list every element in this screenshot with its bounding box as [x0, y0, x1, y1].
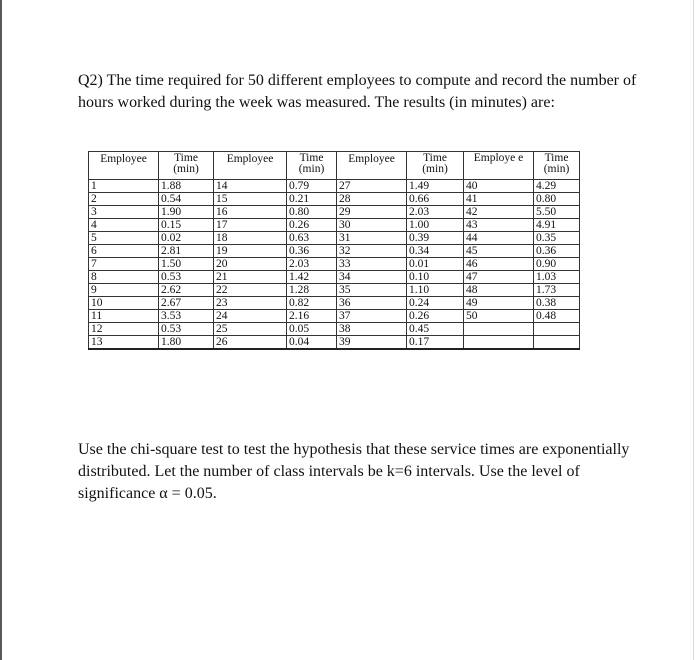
time-cell: 1.50: [159, 258, 214, 271]
employee-number-cell: 25: [214, 323, 287, 336]
time-cell: 2.03: [287, 258, 337, 271]
employee-number-cell: 6: [89, 245, 159, 258]
employee-number-cell: 4: [89, 219, 159, 232]
header-employee: Employee: [214, 152, 287, 180]
time-cell: 1.00: [407, 219, 464, 232]
time-cell: 2.03: [407, 206, 464, 219]
employee-number-cell: 8: [89, 271, 159, 284]
table-row: [89, 336, 580, 350]
employee-number-cell: 14: [214, 180, 287, 193]
employee-number-cell: 44: [464, 232, 534, 245]
time-cell: 4.91: [534, 219, 580, 232]
employee-number-cell: 40: [464, 180, 534, 193]
time-cell: 1.28: [287, 284, 337, 297]
employee-number-cell: 46: [464, 258, 534, 271]
employee-number-cell: 38: [337, 323, 407, 336]
time-cell: 0.45: [407, 323, 464, 336]
employee-number-cell: 39: [337, 336, 407, 350]
employee-number-cell: 45: [464, 245, 534, 258]
employee-number-cell: 37: [337, 310, 407, 323]
employee-number-cell: 11: [89, 310, 159, 323]
time-cell: 0.35: [534, 232, 580, 245]
table-row: [89, 271, 580, 284]
left-border: [0, 0, 2, 660]
time-cell: 0.10: [407, 271, 464, 284]
time-cell: 1.88: [159, 180, 214, 193]
employee-number-cell: 41: [464, 193, 534, 206]
time-cell: 3.53: [159, 310, 214, 323]
header-time: Time (min): [534, 152, 580, 180]
time-cell: 0.90: [534, 258, 580, 271]
employee-number-cell: 5: [89, 232, 159, 245]
table-row: [89, 206, 580, 219]
instructions-text: Use the chi-square test to test the hypothesis that these service times are exponentially distributed. Let the number of class intervals be k=6 intervals. Use the level of significance α = 0.05.: [78, 441, 630, 502]
table-row: [89, 219, 580, 232]
employee-number-cell: 24: [214, 310, 287, 323]
employee-number-cell: 9: [89, 284, 159, 297]
header-time: Time (min): [407, 152, 464, 180]
time-cell: 0.80: [287, 206, 337, 219]
table-row: [89, 323, 580, 336]
table-row: [89, 258, 580, 271]
employee-number-cell: 32: [337, 245, 407, 258]
employee-number-cell: 19: [214, 245, 287, 258]
employee-number-cell: 16: [214, 206, 287, 219]
time-cell: 0.02: [159, 232, 214, 245]
table-row: [89, 180, 580, 193]
time-cell: 1.10: [407, 284, 464, 297]
table-row: [89, 297, 580, 310]
time-cell: 0.80: [534, 193, 580, 206]
employee-number-cell: 36: [337, 297, 407, 310]
employee-number-cell: 49: [464, 297, 534, 310]
time-cell: 2.16: [287, 310, 337, 323]
employee-number-cell: 23: [214, 297, 287, 310]
employee-number-cell: 33: [337, 258, 407, 271]
header-time: Time (min): [159, 152, 214, 180]
time-cell: 0.05: [287, 323, 337, 336]
employee-number-cell: 17: [214, 219, 287, 232]
table-header-row: [89, 152, 580, 180]
table-row: [89, 193, 580, 206]
time-cell: 4.29: [534, 180, 580, 193]
employee-number-cell: 50: [464, 310, 534, 323]
time-cell: 0.36: [534, 245, 580, 258]
header-employee: Employe e: [464, 152, 534, 180]
time-cell: 0.79: [287, 180, 337, 193]
employee-number-cell: 26: [214, 336, 287, 350]
employee-number-cell: 3: [89, 206, 159, 219]
table-row: [89, 310, 580, 323]
employee-number-cell: 2: [89, 193, 159, 206]
time-cell: 0.82: [287, 297, 337, 310]
header-time: Time (min): [287, 152, 337, 180]
time-cell: 0.01: [407, 258, 464, 271]
employee-number-cell: 15: [214, 193, 287, 206]
employee-number-cell: 22: [214, 284, 287, 297]
employee-number-cell: 31: [337, 232, 407, 245]
employee-number-cell: 13: [89, 336, 159, 350]
header-employee: Employee: [89, 152, 159, 180]
employee-number-cell: [464, 336, 534, 350]
time-cell: 1.90: [159, 206, 214, 219]
time-cell: 0.66: [407, 193, 464, 206]
employee-number-cell: 21: [214, 271, 287, 284]
time-cell: 0.34: [407, 245, 464, 258]
time-cell: 0.21: [287, 193, 337, 206]
employee-number-cell: 48: [464, 284, 534, 297]
employee-number-cell: 10: [89, 297, 159, 310]
time-cell: 0.63: [287, 232, 337, 245]
employee-number-cell: 12: [89, 323, 159, 336]
employee-number-cell: 20: [214, 258, 287, 271]
employee-number-cell: 18: [214, 232, 287, 245]
employee-number-cell: 28: [337, 193, 407, 206]
time-cell: 0.15: [159, 219, 214, 232]
employee-number-cell: 42: [464, 206, 534, 219]
question-text: Q2) The time required for 50 different employees to compute and record the number of hours worked during the week was measured. The results (in minutes) are:: [78, 72, 637, 111]
employee-number-cell: [464, 323, 534, 336]
employee-number-cell: 27: [337, 180, 407, 193]
table-row: [89, 245, 580, 258]
time-cell: 0.26: [407, 310, 464, 323]
time-cell: 0.04: [287, 336, 337, 350]
employee-number-cell: 7: [89, 258, 159, 271]
time-cell: 0.26: [287, 219, 337, 232]
employee-number-cell: 30: [337, 219, 407, 232]
time-cell: 0.36: [287, 245, 337, 258]
time-cell: [534, 336, 580, 350]
time-cell: 0.54: [159, 193, 214, 206]
time-cell: 0.48: [534, 310, 580, 323]
table-row: [89, 284, 580, 297]
time-cell: 5.50: [534, 206, 580, 219]
right-border: [693, 0, 694, 660]
time-cell: 1.42: [287, 271, 337, 284]
time-cell: 2.62: [159, 284, 214, 297]
employee-number-cell: 43: [464, 219, 534, 232]
time-cell: 1.80: [159, 336, 214, 350]
time-cell: 1.49: [407, 180, 464, 193]
time-cell: [534, 323, 580, 336]
time-cell: 0.53: [159, 271, 214, 284]
employee-number-cell: 47: [464, 271, 534, 284]
table-row: [89, 232, 580, 245]
time-cell: 0.17: [407, 336, 464, 350]
time-cell: 0.53: [159, 323, 214, 336]
time-cell: 1.73: [534, 284, 580, 297]
time-cell: 0.39: [407, 232, 464, 245]
time-cell: 2.81: [159, 245, 214, 258]
time-cell: 0.38: [534, 297, 580, 310]
employee-time-table: [88, 151, 580, 350]
employee-number-cell: 29: [337, 206, 407, 219]
employee-number-cell: 1: [89, 180, 159, 193]
time-cell: 2.67: [159, 297, 214, 310]
time-cell: 0.24: [407, 297, 464, 310]
employee-number-cell: 34: [337, 271, 407, 284]
time-cell: 1.03: [534, 271, 580, 284]
employee-number-cell: 35: [337, 284, 407, 297]
header-employee: Employee: [337, 152, 407, 180]
